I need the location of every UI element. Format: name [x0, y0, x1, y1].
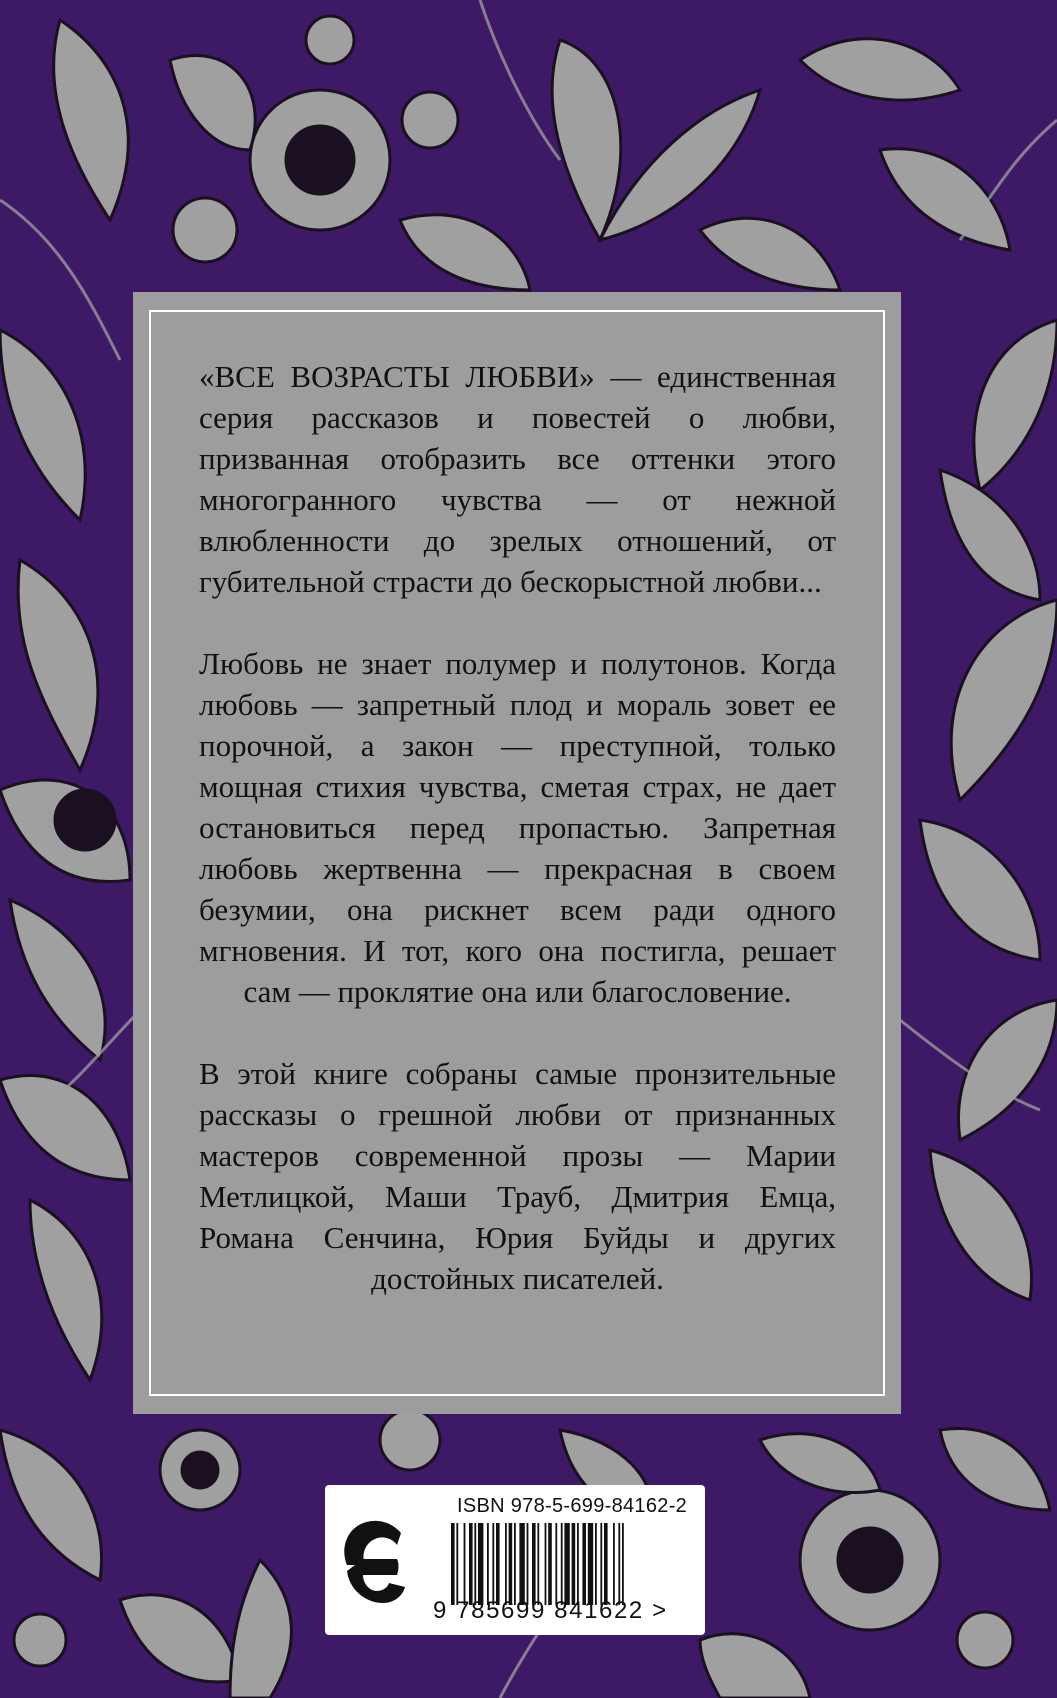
- isbn-label: ISBN 978-5-699-84162-2: [457, 1495, 688, 1517]
- barcode-digits: 9 785699 841622 >: [433, 1597, 668, 1624]
- eksmo-logo-icon: [339, 1515, 409, 1607]
- barcode-box: [325, 1485, 705, 1635]
- description-paragraph-1: «ВСЕ ВОЗРАСТЫ ЛЮБВИ» — единственная серия рассказов и повестей о любви, призванная отобразить все оттенки этого многогранного чувства — от нежной влюбленности до зрелых отношений, от губительной страсти до бескорыстной любви...: [199, 359, 836, 599]
- description-panel: [133, 292, 901, 1414]
- description-text: [199, 356, 836, 1340]
- barcode-bars: [451, 1523, 691, 1605]
- description-paragraph-3: В этой книге собраны самые пронзительные рассказы о грешной любви от признанных мастеров современной прозы — Марии Метлицкой, Маши Трауб, Дмитрия Емца, Романа Сенчина, Юрия Буйды и других достойных писателей.: [199, 1056, 836, 1296]
- description-paragraph-2: Любовь не знает полумер и полутонов. Когда любовь — запретный плод и мораль зовет ее порочной, а закон — преступной, только мощная стихия чувства, сметая страх, не дает остановиться перед пропастью. Запретная любовь жертвенна — прекрасная в своем безумии, она рискнет всем ради одного мгновения. И тот, кого она постигла, решает сам — проклятие она или благословение.: [199, 646, 836, 1009]
